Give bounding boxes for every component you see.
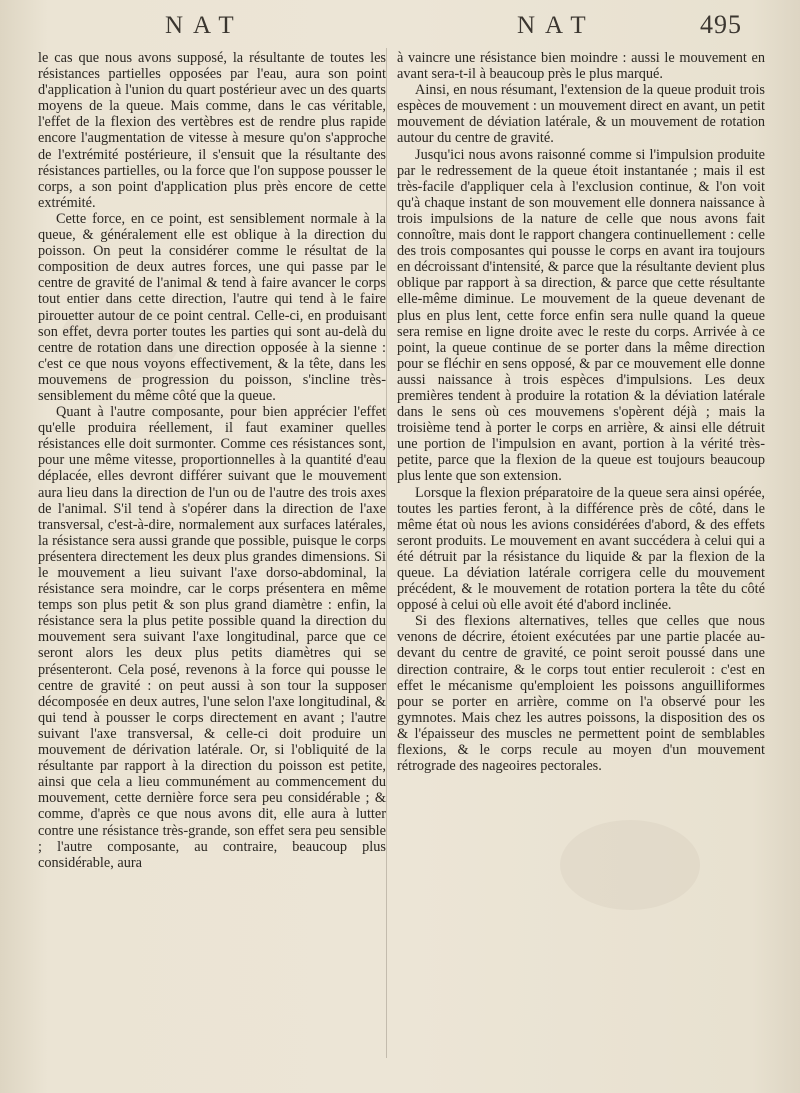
header-right-word: NAT (517, 12, 596, 39)
paragraph: Quant à l'autre composante, pour bien apprécier l'effet qu'elle produira réellement, il faut examiner quelles résistances elle doit surmonter. Comme ces résistances sont, pour une même vitesse, proportionnelles à la quantité d'eau déplacée, elles devront différer suivant que le mouvement aura lieu dans la direction de l'un ou de l'autre des trois axes de l'animal. S'il tend à s'opérer dans la direction de l'axe transversal, c'est-à-dire, normalement aux surfaces latérales, la résistance sera aussi grande que possible, puisque le corps présentera directement les deux plus grandes dimensions. Si le mouvement a lieu suivant l'axe dorso-abdominal, la résistance sera moindre, car le corps présentera en même temps son plus petit & son plus grand diamètre : enfin, la résistance sera la plus petite possible quand la direction du mouvement sera suivant l'axe longitudinal, parce que ce seront alors les deux plus petits diamètres qui se présenteront. Cela posé, revenons à la force qui pousse le centre de gravité : on peut aussi à son tour la supposer décomposée en deux autres, l'une selon l'axe longitudinal, & qui tend à pousser le corps directement en avant ; l'autre suivant l'axe transversal, & celle-ci doit produire un mouvement de dérivation latérale. Or, si l'obliquité de la résultante par rapport à la direction du poisson est petite, ainsi que cela a lieu communément au commencement du mouvement, cette dernière force sera peu considérable ; & comme, d'après ce que nous avons dit, elle aura à lutter contre une résistance très-grande, son effet sera peu sensible ; l'autre composante, au contraire, beaucoup plus considérable, aura (38, 404, 386, 871)
paragraph: Lorsque la flexion préparatoire de la queue sera ainsi opérée, toutes les parties feront, à la différence près de côté, dans le même état où nous les avions considérées d'abord, & des effets seront produits. Le mouvement en avant succédera à celui qui a été détruit par la résistance du liquide & par la flexion de la queue. La déviation latérale corrigera celle du mouvement précédent, & le mouvement de rotation portera la tête du côté opposé à celui où elle avoit été d'abord inclinée. (397, 484, 765, 614)
column-divider (386, 48, 387, 1058)
left-column (38, 50, 386, 871)
paragraph: à vaincre une résistance bien moindre : aussi le mouvement en avant sera-t-il à beaucoup près le plus marqué. (397, 50, 765, 83)
running-header (0, 12, 800, 46)
paragraph: Si des flexions alternatives, telles que celles que nous venons de décrire, étoient exécutées par une partie placée au-devant du centre de gravité, ce point seroit poussé dans une direction contraire, & le corps tout entier reculeroit : c'est en effet le mécanisme qu'emploient les poissons anguilliformes pour se porter en arrière, comme on l'a observé pour les gymnotes. Mais chez les autres poissons, la disposition des os & l'épaisseur des muscles ne permettent point de semblables flexions, & le corps recule au moyen d'un mouvement rétrograde des nageoires pectorales. (397, 613, 765, 775)
paragraph: le cas que nous avons supposé, la résultante de toutes les résistances partielles opposées par l'eau, aura son point d'application à l'union du quart postérieur avec un des quarts moyens de la queue. Mais comme, dans le cas véritable, l'effet de la flexion des vertèbres est de rendre plus rapide encore l'augmentation de vitesse à mesure qu'on s'approche de l'extrémité postérieure, il s'ensuit que la résultante des résistances partielles, ou la force que l'on suppose pousser le corps, a son point d'application plus près encore de cette extrémité. (38, 50, 386, 211)
paper-stain (560, 820, 700, 910)
page-number: 495 (700, 10, 742, 39)
header-left-word: NAT (165, 12, 244, 39)
paragraph: Ainsi, en nous résumant, l'extension de la queue produit trois espèces de mouvement : un mouvement direct en avant, un petit mouvement de déviation latérale, & un mouvement de rotation autour du centre de gravité. (397, 82, 765, 147)
paragraph: Cette force, en ce point, est sensiblement normale à la queue, & généralement elle est oblique à la direction du poisson. On peut la considérer comme le résultat de la composition de deux autres forces, une qui passe par le centre de gravité de l'animal & tend à faire avancer le corps tout entier dans cette direction, l'autre qui tend à le faire pirouetter autour de ce point central. Celle-ci, en produisant son effet, devra porter toutes les parties qui sont au-delà du centre de rotation dans une direction opposée à la sienne : c'est ce que nous voyons effectivement, & la tête, dans les mouvemens de progression du poisson, s'incline très-sensiblement du même côté que la queue. (38, 210, 386, 404)
right-column (397, 50, 765, 774)
paragraph: Jusqu'ici nous avons raisonné comme si l'impulsion produite par le redressement de la queue étoit instantanée ; mais il est très-facile d'appliquer cela à l'exclusion continue, & l'on voit qu'à chaque instant de son mouvement elle donnera naissance à trois impulsions de la nature de celle que nous avons fait connoître, mais dont le rapport changera continuellement : celle des trois composantes qui pousse le corps en avant ira toujours en décroissant d'intensité, & parce que la résultante devient plus oblique par rapport à sa direction, & parce que cette résultante elle-même diminue. Le mouvement de la queue devenant de plus en plus lent, cette force enfin sera nulle quand la queue sera remise en ligne droite avec le reste du corps. Arrivée à ce point, la queue continue de se porter dans la même direction pour se fléchir en sens opposé, & par ce mouvement elle donne aussi naissance à trois espèces d'impulsions. Les deux premières tendent à produire la rotation & la déviation latérale dans le sens où ces mouvemens s'opèrent déjà ; mais la troisième tend à porter le corps en arrière, & ainsi elle détruit une portion de l'impulsion en avant, portion à la vérité très-petite, parce que la flexion de la queue est toujours beaucoup plus lente que son extension. (397, 146, 765, 485)
